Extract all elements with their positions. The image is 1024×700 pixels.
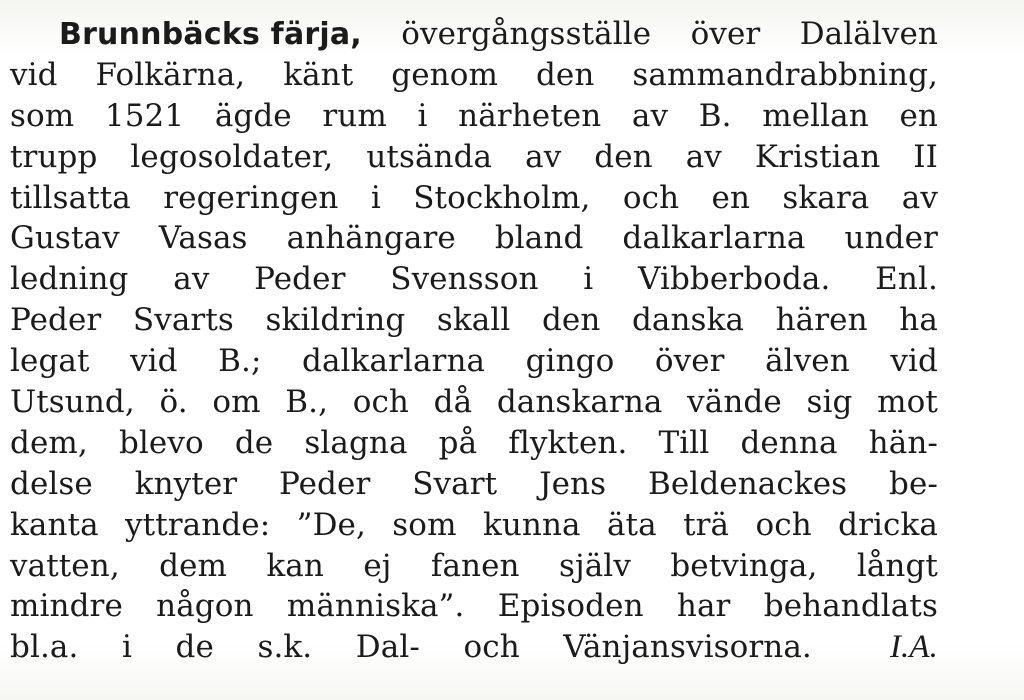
word: blevo bbox=[118, 424, 204, 461]
word: närheten bbox=[458, 97, 602, 134]
word: ej bbox=[363, 547, 392, 584]
word: tillsatta bbox=[10, 179, 131, 216]
word: vatten, bbox=[10, 547, 120, 584]
article-line-8 bbox=[10, 300, 938, 341]
word: legosoldater, bbox=[130, 138, 334, 175]
article-line-2 bbox=[10, 55, 938, 96]
word: i bbox=[121, 629, 132, 666]
word: själv bbox=[559, 547, 631, 584]
word: dem bbox=[159, 547, 228, 584]
word: den bbox=[594, 138, 653, 175]
word: äta bbox=[606, 506, 657, 543]
word: älven bbox=[765, 343, 850, 380]
article-line-4 bbox=[10, 137, 938, 178]
word: dem, bbox=[10, 424, 88, 461]
word: mindre bbox=[10, 588, 123, 625]
word: vid bbox=[130, 343, 178, 380]
word: den bbox=[541, 302, 601, 339]
word: B., bbox=[285, 384, 329, 421]
word: flykten. bbox=[508, 424, 628, 461]
cropped-previous-line bbox=[0, 0, 980, 6]
word: vid bbox=[890, 343, 938, 380]
word: under bbox=[844, 220, 938, 257]
word: danska bbox=[631, 302, 745, 339]
article-line-15 bbox=[10, 586, 938, 627]
word: 1521 bbox=[104, 97, 185, 134]
word: genom bbox=[391, 56, 498, 93]
word: skildring bbox=[265, 302, 406, 339]
word: delse bbox=[10, 465, 93, 502]
word: mot bbox=[877, 384, 938, 421]
word: på bbox=[438, 424, 478, 461]
word: de bbox=[175, 629, 214, 666]
word: Stockholm, bbox=[413, 179, 591, 216]
word: B.; bbox=[218, 343, 262, 380]
word: Jens bbox=[539, 465, 607, 502]
word: Vänjansvisorna. bbox=[563, 629, 812, 666]
word: kanta bbox=[10, 506, 99, 543]
word: i bbox=[417, 97, 428, 134]
word: regeringen bbox=[163, 179, 339, 216]
word: vid bbox=[10, 56, 58, 93]
word: Peder bbox=[279, 465, 371, 502]
word: bl.a. bbox=[10, 629, 79, 666]
word: om bbox=[212, 384, 261, 421]
word: ägde bbox=[214, 97, 292, 134]
word: Svarts bbox=[132, 302, 234, 339]
word: skall bbox=[436, 302, 511, 339]
article-line-5 bbox=[10, 178, 938, 219]
word: sammandrabbning, bbox=[632, 56, 938, 93]
word: behandlats bbox=[763, 588, 938, 625]
word: betvinga, bbox=[670, 547, 818, 584]
word: känt bbox=[283, 56, 354, 93]
article-line-12 bbox=[10, 464, 938, 505]
article-line-7 bbox=[10, 259, 938, 300]
word: Beldenackes bbox=[647, 465, 848, 502]
word: av bbox=[685, 138, 722, 175]
word: slagna bbox=[304, 424, 408, 461]
final-line-words bbox=[10, 627, 812, 668]
word: trä bbox=[683, 506, 730, 543]
word: fanen bbox=[430, 547, 520, 584]
article-line-10 bbox=[10, 382, 938, 423]
word: Peder bbox=[254, 261, 346, 298]
word: be- bbox=[889, 465, 938, 502]
word: ledning bbox=[10, 261, 129, 298]
word: Svensson bbox=[390, 261, 539, 298]
word: över bbox=[690, 16, 761, 52]
word: dalkarlarna bbox=[302, 343, 486, 380]
word: hären bbox=[775, 302, 868, 339]
word: knyter bbox=[134, 465, 238, 502]
word: över bbox=[654, 343, 725, 380]
word: av bbox=[631, 97, 669, 134]
word: legat bbox=[10, 343, 90, 380]
word: och bbox=[463, 629, 520, 666]
article-line-11 bbox=[10, 423, 938, 464]
author-signature: I.A. bbox=[889, 629, 938, 666]
word: Till bbox=[658, 424, 710, 461]
word: i bbox=[583, 261, 594, 298]
word: B. bbox=[698, 97, 732, 134]
word: en bbox=[711, 179, 751, 216]
word: av bbox=[525, 138, 562, 175]
word: Episoden bbox=[497, 588, 644, 625]
word: sig bbox=[806, 384, 853, 421]
word: utsända bbox=[366, 138, 493, 175]
word: dricka bbox=[838, 506, 938, 543]
word: någon bbox=[156, 588, 254, 625]
word: den bbox=[535, 56, 595, 93]
word: Folkärna, bbox=[95, 56, 246, 93]
word: kan bbox=[266, 547, 324, 584]
word: hän- bbox=[868, 424, 938, 461]
word: de bbox=[234, 424, 274, 461]
article-headword: Brunnbäcks färja, bbox=[59, 17, 362, 52]
encyclopedia-article bbox=[10, 14, 938, 668]
word: kunna bbox=[482, 506, 581, 543]
word: Peder bbox=[10, 302, 102, 339]
word: rum bbox=[322, 97, 387, 134]
word: då bbox=[433, 384, 473, 421]
word: yttrande: bbox=[125, 506, 271, 543]
article-line-1 bbox=[10, 14, 938, 55]
article-line-13 bbox=[10, 505, 938, 546]
word: av bbox=[901, 179, 938, 216]
word: av bbox=[173, 261, 210, 298]
word: långt bbox=[856, 547, 938, 584]
article-line-3 bbox=[10, 96, 938, 137]
word: II bbox=[913, 138, 938, 175]
word: Dal- bbox=[355, 629, 420, 666]
word: gingo bbox=[525, 343, 615, 380]
word: Vibberboda. bbox=[638, 261, 831, 298]
word: anhängare bbox=[286, 220, 456, 257]
word: ha bbox=[899, 302, 938, 339]
word: och bbox=[755, 506, 812, 543]
article-line-9 bbox=[10, 341, 938, 382]
word: och bbox=[622, 179, 680, 216]
word: Enl. bbox=[875, 261, 938, 298]
word: och bbox=[352, 384, 409, 421]
word: trupp bbox=[10, 138, 98, 175]
article-line-14 bbox=[10, 546, 938, 587]
word: danskarna bbox=[496, 384, 663, 421]
word: bland bbox=[494, 220, 584, 257]
word: människa”. bbox=[286, 588, 465, 625]
word: vände bbox=[687, 384, 782, 421]
word: Vasas bbox=[158, 220, 248, 257]
word: ö. bbox=[159, 384, 188, 421]
word: s.k. bbox=[257, 629, 313, 666]
word: en bbox=[899, 97, 938, 134]
word: Kristian bbox=[754, 138, 881, 175]
word: som bbox=[10, 97, 75, 134]
word: dalkarlarna bbox=[622, 220, 806, 257]
word: skara bbox=[782, 179, 870, 216]
word: har bbox=[676, 588, 731, 625]
word: denna bbox=[740, 424, 838, 461]
word: Gustav bbox=[10, 220, 120, 257]
word: Utsund, bbox=[10, 384, 135, 421]
word: övergångsställe bbox=[401, 16, 652, 52]
article-line-6 bbox=[10, 218, 938, 259]
article-final-line bbox=[10, 627, 938, 668]
word: Svart bbox=[412, 465, 498, 502]
word: Dalälven bbox=[799, 16, 938, 52]
word: ”De, bbox=[296, 506, 366, 543]
word: i bbox=[370, 179, 381, 216]
word: som bbox=[392, 506, 457, 543]
word: mellan bbox=[762, 97, 869, 134]
